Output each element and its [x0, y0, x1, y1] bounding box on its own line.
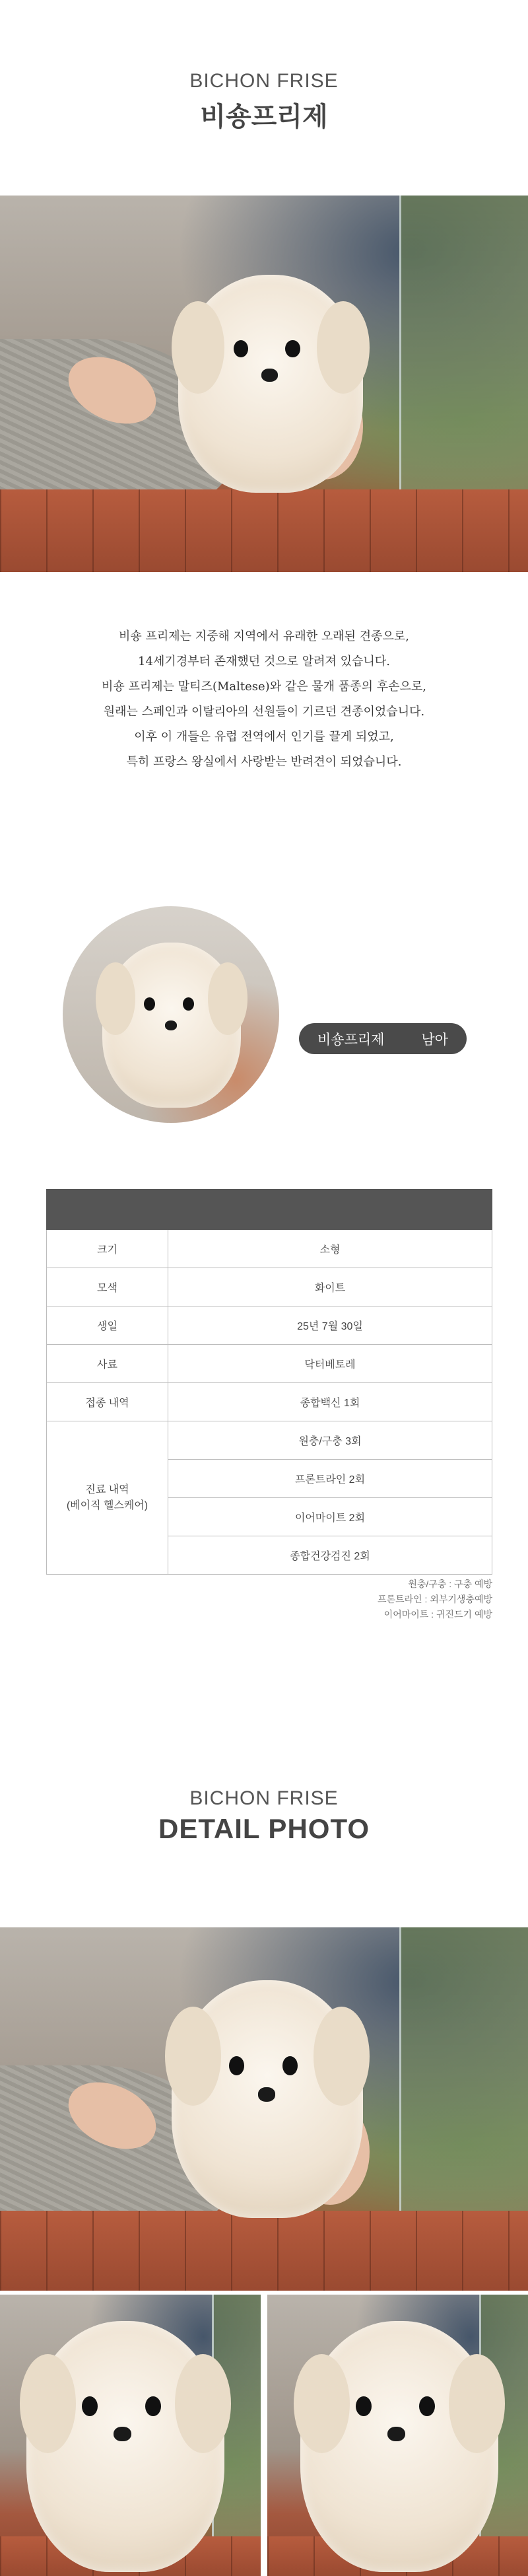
note-line: 프론트라인 : 외부기생충예방	[378, 1594, 492, 1604]
profile-photo	[63, 906, 279, 1123]
header-kor-title: 비숑프리제	[200, 102, 328, 132]
treatment-item: 프론트라인 2회	[168, 1460, 492, 1498]
table-row	[47, 1421, 492, 1460]
table-row	[47, 1383, 492, 1421]
intro-line: 원래는 스페인과 이탈리아의 선원들이 기르던 견종이었습니다.	[103, 705, 425, 719]
notes	[264, 1577, 492, 1622]
intro-line: 이후 이 개들은 유럽 전역에서 인기를 끌게 되었고,	[134, 730, 394, 744]
intro-text	[0, 624, 528, 775]
row-label: 사료	[47, 1345, 168, 1383]
info-table-wrap	[46, 1189, 492, 1575]
detail-photo-right	[267, 2295, 528, 2576]
row-value: 종합백신 1회	[168, 1383, 492, 1421]
breed-label: 비숑프리제	[317, 1032, 385, 1048]
table-row	[47, 1345, 492, 1383]
row-label: 모색	[47, 1268, 168, 1306]
note-line: 이어마이트 : 귀진드기 예방	[383, 1609, 492, 1620]
intro-line: 14세기경부터 존재했던 것으로 알려져 있습니다.	[138, 655, 390, 668]
intro-line: 비숑 프리제는 지중해 지역에서 유래한 오래된 견종으로,	[119, 629, 409, 643]
treatment-item: 원충/구충 3회	[168, 1421, 492, 1460]
row-value: 화이트	[168, 1268, 492, 1306]
note-line: 원충/구충 : 구충 예방	[408, 1579, 492, 1589]
gender-label: 남아	[421, 1032, 448, 1048]
row-label: 크기	[47, 1230, 168, 1268]
treatment-item: 이어마이트 2회	[168, 1498, 492, 1536]
row-value: 닥터베토레	[168, 1345, 492, 1383]
detail-photo-large	[0, 1927, 528, 2291]
detail-photo-left	[0, 2295, 261, 2576]
table-header-row	[47, 1190, 492, 1230]
hero-photo	[0, 196, 528, 572]
detail-eng-title: BICHON FRISE	[189, 1787, 339, 1809]
table-row	[47, 1306, 492, 1345]
intro-line: 비숑 프리제는 말티즈(Maltese)와 같은 물개 품종의 후손으로,	[102, 680, 426, 694]
profile-name-pill	[299, 1023, 467, 1054]
row-value: 소형	[168, 1230, 492, 1268]
treatment-label-line: (베이직 헬스케어)	[66, 1499, 148, 1511]
row-label: 생일	[47, 1306, 168, 1345]
treatment-label-line: 진료 내역	[85, 1484, 129, 1495]
intro-line: 특히 프랑스 왕실에서 사랑받는 반려견이 되었습니다.	[126, 755, 402, 769]
header-eng-title: BICHON FRISE	[189, 70, 339, 92]
treatment-item: 종합건강검진 2회	[168, 1536, 492, 1575]
table-row	[47, 1268, 492, 1306]
row-label: 접종 내역	[47, 1383, 168, 1421]
treatment-label	[47, 1421, 168, 1575]
table-row	[47, 1230, 492, 1268]
row-value: 25년 7월 30일	[168, 1306, 492, 1345]
info-table	[46, 1189, 492, 1575]
detail-title: DETAIL PHOTO	[158, 1813, 370, 1844]
